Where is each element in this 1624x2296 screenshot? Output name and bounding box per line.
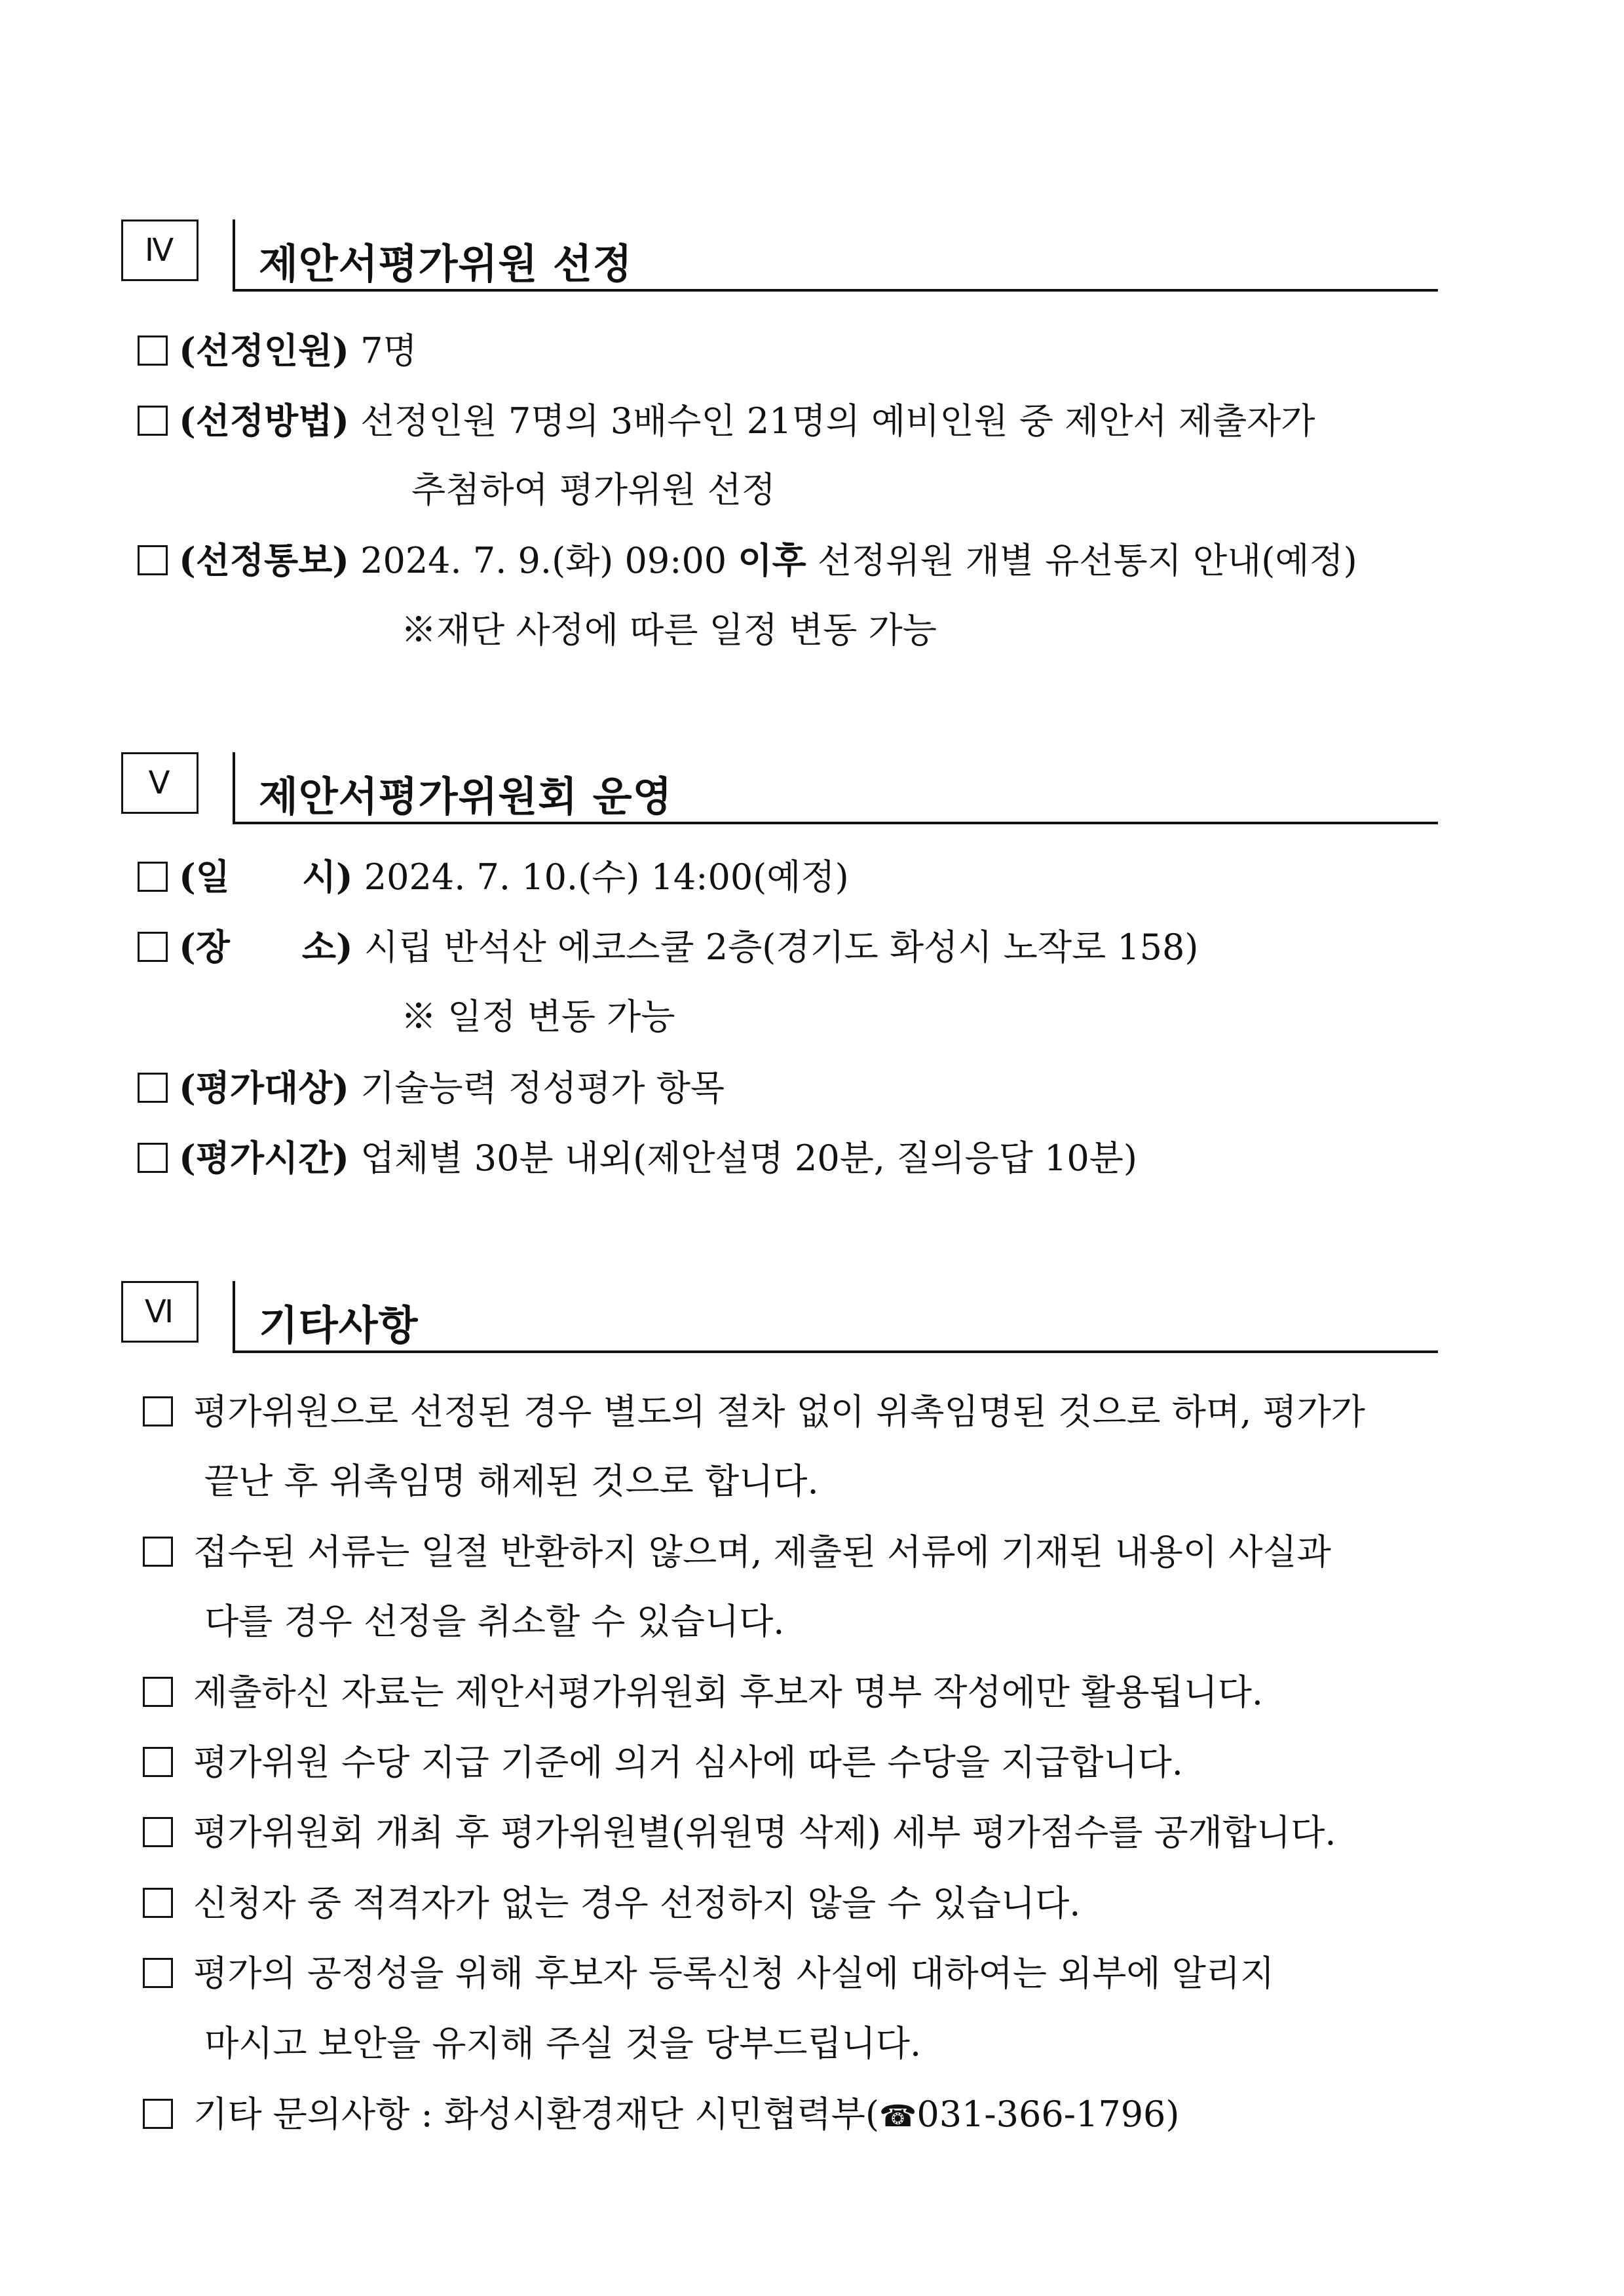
list-item: [138, 924, 1198, 970]
checkbox-icon: [138, 545, 168, 575]
item-label: (평가대상): [179, 1067, 349, 1109]
section-5-header: [121, 752, 1438, 824]
item-continuation: 끝난 후 위촉임명 해제된 것으로 합니다.: [204, 1461, 819, 1502]
list-item: [138, 328, 417, 374]
item-text: 2024. 7. 10.(수) 14:00(예정): [364, 856, 849, 898]
item-label: (선정통보): [179, 539, 349, 581]
item-continuation: ※재단 사정에 따른 일정 변동 가능: [401, 609, 937, 651]
list-item: [138, 398, 1315, 444]
section-6: [121, 1281, 1438, 1353]
section-4-header: [121, 220, 1438, 292]
list-item: [138, 537, 1357, 584]
list-item: [138, 1065, 725, 1111]
section-6-numeral: Ⅵ: [121, 1281, 198, 1343]
section-underline: [233, 289, 1438, 292]
item-text: 평가위원 수당 지급 기준에 의거 심사에 따른 수당을 지급합니다.: [193, 1742, 1183, 1783]
checkbox-icon: [138, 335, 168, 366]
section-4-title: 제안서평가위원 선정: [259, 240, 633, 288]
item-text: 평가위원회 개최 후 평가위원별(위원명 삭제) 세부 평가점수를 공개합니다.: [193, 1812, 1336, 1853]
item-continuation: 마시고 보안을 유지해 주실 것을 당부드립니다.: [204, 2023, 922, 2064]
item-continuation: ※ 일정 변동 가능: [401, 996, 675, 1037]
checkbox-icon: [138, 932, 168, 962]
section-4: [121, 220, 1438, 292]
list-item: [143, 1951, 1274, 1997]
list-item: [138, 854, 849, 900]
item-text: 7명: [360, 330, 417, 372]
item-text-emphasis: 이후: [738, 539, 806, 581]
item-continuation: 다를 경우 선정을 취소할 수 있습니다.: [204, 1601, 785, 1642]
checkbox-icon: [143, 1396, 173, 1426]
list-item: [143, 1740, 1183, 1786]
list-item: [143, 1881, 1080, 1926]
section-underline: [233, 822, 1438, 824]
item-label: (평가시간): [179, 1137, 349, 1179]
section-5-title: 제안서평가위원회 운영: [259, 773, 673, 820]
section-4-numeral: Ⅳ: [121, 220, 198, 281]
item-text: 031-366-1796): [916, 2094, 1180, 2135]
item-label: (일 시): [179, 856, 353, 898]
item-text: 시립 반석산 에코스쿨 2층(경기도 화성시 노작로 158): [364, 927, 1199, 968]
item-text: 기술능력 정성평가 항목: [360, 1067, 725, 1109]
checkbox-icon: [138, 1073, 168, 1103]
checkbox-icon: [143, 1747, 173, 1777]
section-6-header: [121, 1281, 1438, 1353]
section-divider-bar: [233, 752, 235, 824]
item-text: 선정위원 개별 유선통지 안내(예정): [806, 540, 1357, 581]
item-text: 접수된 서류는 일절 반환하지 않으며, 제출된 서류에 기재된 내용이 사실과: [193, 1531, 1331, 1573]
section-underline: [233, 1350, 1438, 1353]
list-item: [143, 1529, 1331, 1575]
checkbox-icon: [143, 1958, 173, 1988]
checkbox-icon: [138, 862, 168, 892]
item-text: 기타 문의사항 : 화성시환경재단 시민협력부(: [193, 2094, 880, 2135]
section-6-title: 기타사항: [259, 1301, 419, 1349]
item-text: 선정인원 7명의 3배수인 21명의 예비인원 중 제안서 제출자가: [360, 400, 1315, 442]
checkbox-icon: [143, 1888, 173, 1918]
item-label: (선정방법): [179, 400, 349, 442]
checkbox-icon: [143, 2099, 173, 2129]
list-item: [143, 1810, 1336, 1856]
section-5-numeral: Ⅴ: [121, 752, 198, 814]
item-text: 제출하신 자료는 제안서평가위원회 후보자 명부 작성에만 활용됩니다.: [193, 1672, 1264, 1713]
checkbox-icon: [143, 1677, 173, 1707]
list-item: [138, 1135, 1137, 1181]
checkbox-icon: [143, 1817, 173, 1847]
list-item: [143, 2092, 1179, 2139]
section-5: [121, 752, 1438, 824]
item-text: 평가위원으로 선정된 경우 별도의 절차 없이 위촉임명된 것으로 하며, 평가가: [193, 1391, 1365, 1432]
section-divider-bar: [233, 220, 235, 292]
checkbox-icon: [138, 406, 168, 436]
item-text: 신청자 중 적격자가 없는 경우 선정하지 않을 수 있습니다.: [193, 1883, 1081, 1924]
item-continuation: 추첨하여 평가위원 선정: [411, 469, 776, 510]
item-text: 업체별 30분 내외(제안설명 20분, 질의응답 10분): [360, 1138, 1137, 1179]
item-label: (선정인원): [179, 330, 349, 372]
list-item: [143, 1389, 1365, 1435]
item-label: (장 소): [179, 926, 353, 968]
checkbox-icon: [138, 1143, 168, 1173]
phone-icon: ☎: [879, 2098, 917, 2133]
item-text: 평가의 공정성을 위해 후보자 등록신청 사실에 대하여는 외부에 알리지: [193, 1953, 1275, 1994]
checkbox-icon: [143, 1537, 173, 1567]
list-item: [143, 1670, 1263, 1715]
section-divider-bar: [233, 1281, 235, 1353]
item-text: 2024. 7. 9.(화) 09:00: [360, 540, 738, 581]
